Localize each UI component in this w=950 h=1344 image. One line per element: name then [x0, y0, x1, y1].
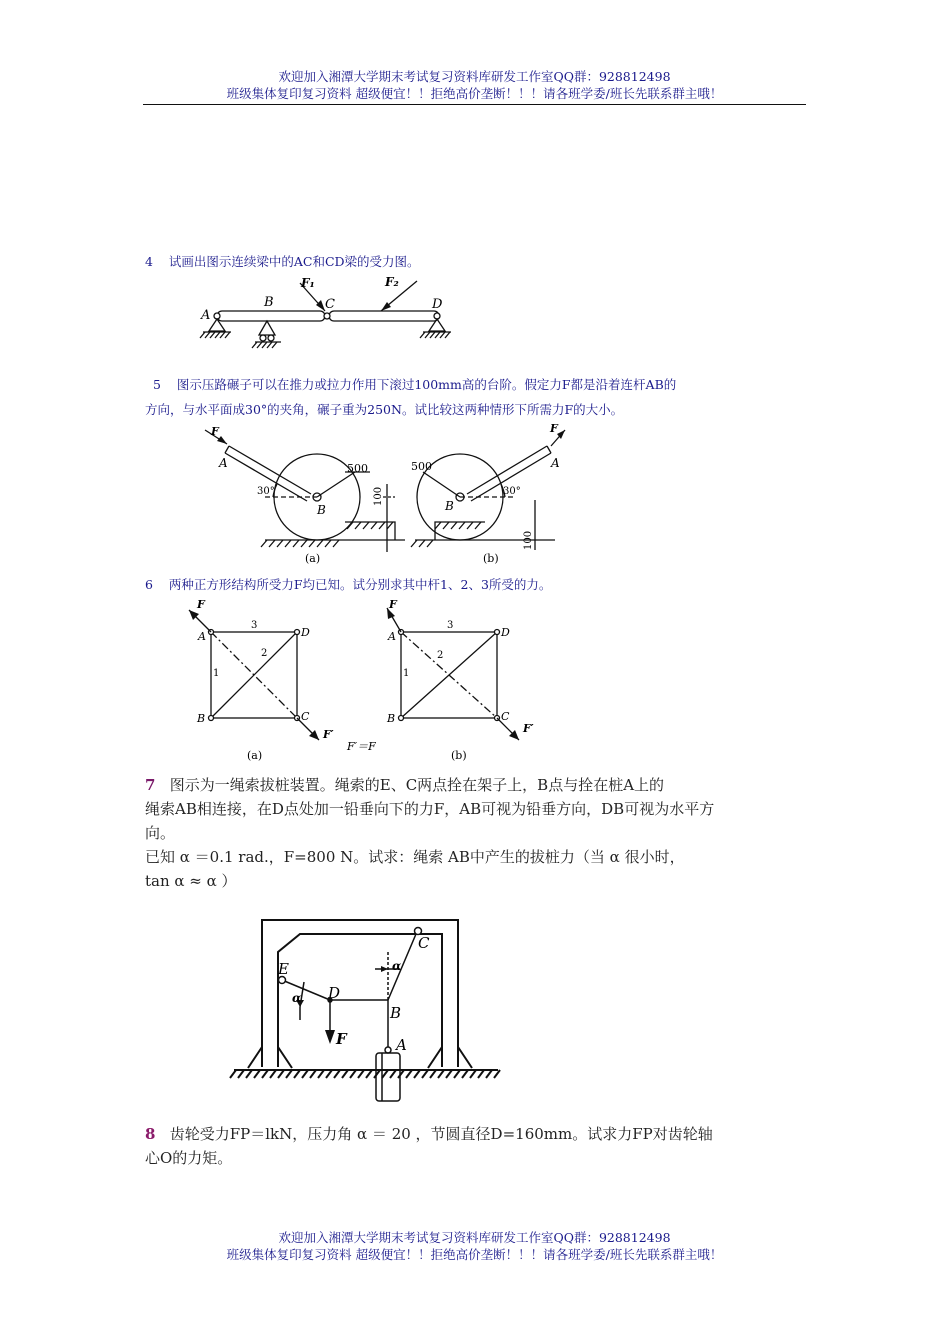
fig6b-member-2: 2: [437, 650, 444, 661]
header-line-1: 欢迎加入湘潭大学期末考试复习资料库研发工作室QQ群：928812498: [278, 69, 671, 84]
fig6-equation: F′＝F: [347, 740, 376, 753]
fig6b-member-3: 3: [447, 620, 454, 631]
problem-7-line-3: 向。: [145, 824, 176, 842]
fig4-label-C: C: [325, 297, 335, 312]
problem-7-line-1: 图示为一绳索拔桩装置。绳索的E、C两点拴在架子上，B点与拴在桩A上的: [169, 776, 665, 794]
fig5b-caption: (b): [483, 552, 499, 565]
fig6a-member-2: 2: [261, 648, 268, 659]
footer-line-2: 班级集体复印复习资料 超级便宜！！拒绝高价垄断！！！请各班学委/班长先联系群主哦！: [226, 1247, 723, 1262]
problem-8-line-2: 心O的力矩。: [145, 1149, 233, 1167]
problem-7: [145, 773, 785, 893]
fig5b-label-A: A: [551, 456, 560, 470]
fig7-label-D: D: [328, 984, 341, 1002]
fig7-label-E: E: [278, 960, 289, 978]
problem-6-text: 两种正方形结构所受力F均已知。试分别求其中杆1、2、3所受的力。: [168, 577, 552, 592]
problem-5-cont: [145, 401, 623, 419]
fig5b-label-100: 100: [523, 530, 534, 550]
problem-8-number: 8: [145, 1125, 156, 1143]
problem-4-text: 试画出图示连续梁中的AC和CD梁的受力图。: [168, 254, 420, 269]
problem-4: [145, 253, 420, 271]
page-header: [143, 68, 806, 102]
figure-6-square-frames: [185, 598, 545, 768]
fig5a-caption: (a): [305, 552, 321, 565]
fig7-label-C: C: [418, 934, 430, 952]
fig6b-label-A: A: [388, 630, 396, 643]
figure-7-pile-puller: [230, 912, 500, 1107]
fig7-label-B: B: [390, 1004, 402, 1022]
problem-7-number: 7: [145, 776, 156, 794]
fig6a-label-F: F: [197, 598, 205, 611]
fig6b-label-Fprime: F′: [523, 722, 534, 735]
fig6a-member-1: 1: [213, 668, 220, 679]
fig5a-label-30: 30°: [257, 486, 275, 497]
fig6a-label-A: A: [198, 630, 206, 643]
problem-7-line-2: 绳索AB相连接，在D点处加一铅垂向下的力F，AB可视为铅垂方向，DB可视为水平方: [145, 800, 715, 818]
page-footer: [143, 1229, 806, 1263]
fig6a-label-C: C: [301, 710, 310, 723]
fig6a-caption: (a): [247, 749, 263, 762]
fig6a-label-B: B: [197, 712, 206, 725]
fig6b-label-F: F: [389, 598, 397, 611]
fig7-label-A: A: [396, 1036, 407, 1054]
fig6b-member-1: 1: [403, 668, 410, 679]
fig4-label-D: D: [432, 297, 443, 312]
problem-5: [145, 376, 676, 394]
fig7-label-alpha-top: α: [392, 959, 402, 973]
fig5a-label-A: A: [219, 456, 228, 470]
fig5b-label-B: B: [445, 499, 454, 513]
fig6a-label-D: D: [301, 626, 310, 639]
fig4-label-F1: F₁: [301, 276, 315, 290]
header-rule: [143, 104, 806, 105]
fig6b-label-C: C: [501, 710, 510, 723]
fig5a-label-500: 500: [347, 462, 368, 475]
fig5b-label-500: 500: [411, 460, 432, 473]
fig5a-label-B: B: [317, 503, 326, 517]
figure-5-road-roller: [195, 422, 560, 572]
problem-6-number: 6: [145, 577, 153, 592]
problem-5-line-2: 方向，与水平面成30°的夹角，碾子重为250N。试比较这两种情形下所需力F的大小。: [145, 402, 624, 417]
fig4-label-F2: F₂: [385, 275, 399, 289]
fig6a-member-3: 3: [251, 620, 258, 631]
fig5b-label-30: 30°: [503, 486, 521, 497]
fig6b-label-D: D: [501, 626, 510, 639]
fig7-label-F: F: [336, 1030, 347, 1048]
problem-8: [145, 1122, 785, 1170]
problem-5-line-1: 图示压路碾子可以在推力或拉力作用下滚过100mm高的台阶。假定力F都是沿着连杆AB的: [176, 377, 677, 392]
fig5a-label-F: F: [211, 425, 219, 438]
problem-4-number: 4: [145, 254, 153, 269]
fig4-label-B: B: [264, 295, 274, 310]
figure-4-continuous-beam: [195, 275, 465, 355]
fig6b-label-B: B: [387, 712, 396, 725]
problem-6: [145, 576, 551, 594]
header-line-2: 班级集体复印复习资料 超级便宜！！拒绝高价垄断！！！请各班学委/班长先联系群主哦！: [226, 86, 723, 101]
problem-7-line-5: tan α ≈ α ）: [145, 872, 237, 890]
fig6a-label-Fprime: F′: [323, 728, 334, 741]
fig5a-label-100: 100: [373, 486, 384, 506]
fig5b-label-F: F: [550, 422, 558, 435]
footer-line-1: 欢迎加入湘潭大学期末考试复习资料库研发工作室QQ群：928812498: [278, 1230, 671, 1245]
fig7-label-alpha-left: α: [292, 991, 302, 1005]
problem-8-line-1: 齿轮受力FP＝lkN，压力角 α ＝ 20 ，节圆直径D=160mm。试求力FP对齿轮轴: [169, 1125, 713, 1143]
fig6b-caption: (b): [451, 749, 467, 762]
problem-7-line-4: 已知 α ＝0.1 rad.，F=800 N。试求：绳索 AB中产生的拔桩力（当 α 很小时，: [145, 848, 685, 866]
problem-5-number: 5: [152, 377, 161, 392]
fig4-label-A: A: [201, 308, 211, 323]
